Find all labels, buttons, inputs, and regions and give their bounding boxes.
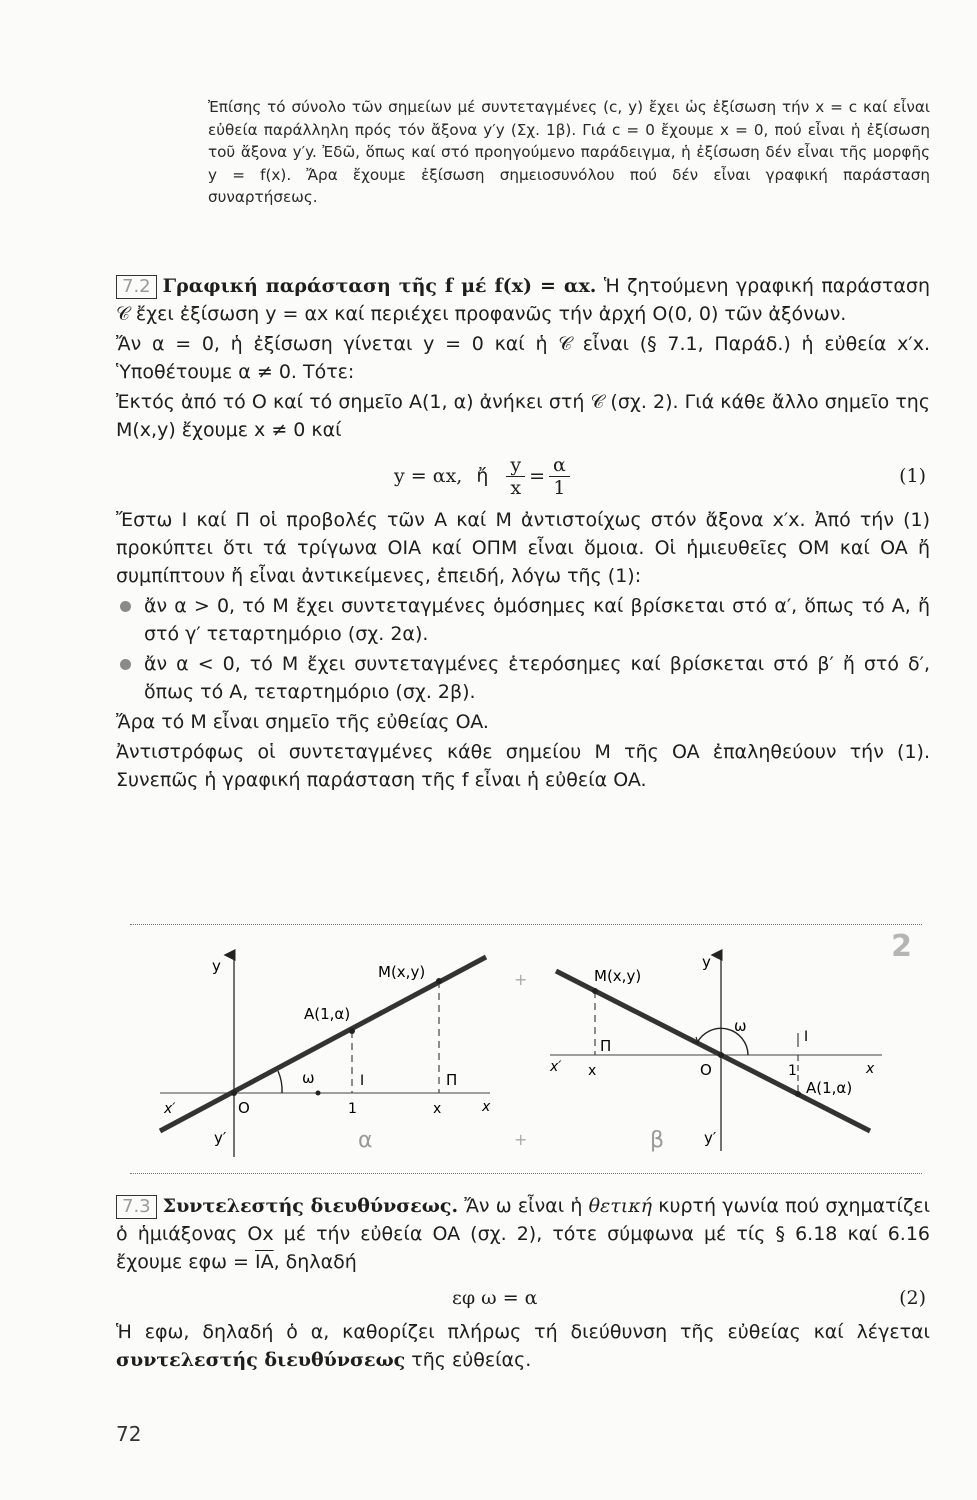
figure-number: 2 <box>891 929 912 964</box>
page-number: 72 <box>116 1422 142 1446</box>
left-point-a <box>349 1028 355 1034</box>
section-heading-2: Συντελεστής διευθύνσεως. <box>162 1195 459 1217</box>
section-text-1: Ἡ ζητούμενη γραφική παράσταση 𝒞 ἔχει ἐξίσωση y = αx καί περιέχει προφανῶς τήν ἀρχή O(0, 0) τῶν ἀξόνων. <box>116 275 931 325</box>
right-y-prime-label: y′ <box>704 1129 717 1147</box>
section-7-3 <box>116 1192 930 1376</box>
left-omega-label: ω <box>302 1069 315 1087</box>
right-caption: β <box>650 1128 665 1153</box>
eq1-num-1: y <box>506 454 525 477</box>
left-angle-arc <box>278 1071 282 1093</box>
left-origin-label: O <box>238 1099 250 1117</box>
separator-mark-bottom: + <box>514 1130 528 1149</box>
right-origin-label: O <box>700 1061 712 1079</box>
sec73-text-1c: κυρτή γωνία πού σχηματίζει ὁ ἡμιάξονας Ox μέ τήν εὐθεία OA (σχ. 2), τότε σύμφωνα μέ τίς § 6.18 καί 6.16 ἔχουμε εφω = <box>116 1195 930 1273</box>
right-one-label: 1 <box>788 1063 797 1079</box>
equation-2 <box>116 1278 930 1318</box>
left-x-prime-label: x′ <box>164 1101 176 1117</box>
right-a-label: A(1,α) <box>806 1079 853 1097</box>
section-heading: Γραφική παράσταση τῆς f μέ f(x) = αx. <box>162 275 597 297</box>
figure-2a <box>160 955 491 1157</box>
section-number-box: 7.2 <box>116 275 157 299</box>
section-text-2: Ἄν α = 0, ἡ ἐξίσωση γίνεται y = 0 καί ἡ 𝒞 εἶναι (§ 7.1, Παράδ.) ἡ εὐθεία x′x. Ὑποθέτουμε α ≠ 0. Τότε: <box>116 333 930 383</box>
figure-2-diagram <box>130 925 922 1173</box>
left-y-label: y <box>212 957 221 975</box>
section-text-5: Ἄρα τό M εἶναι σημεῖο τῆς εὐθείας OA. <box>116 711 489 733</box>
right-p-label: Π <box>600 1037 612 1055</box>
left-origin-point <box>231 1090 237 1096</box>
eq1-num-2: α <box>549 454 570 477</box>
left-point-omega <box>316 1091 321 1096</box>
bullet-item-2: ἄν α < 0, τό M ἔχει συντεταγμένες ἑτερόσημες καί βρίσκεται στό β′ ἤ στό δ′, ὅπως τό A, τεταρτημόριο (σχ. 2β). <box>116 650 930 706</box>
right-m-label: M(x,y) <box>594 967 642 985</box>
left-x-coord-label: x <box>433 1101 442 1117</box>
right-x-label: x <box>866 1061 875 1077</box>
section-text-6: Ἀντιστρόφως οἱ συντεταγμένες κάθε σημείου M τῆς OA ἐπαληθεύουν τήν (1). Συνεπῶς ἡ γραφική παράσταση τῆς f εἶναι ἡ εὐθεία OA. <box>116 741 930 791</box>
section-text-3: Ἐκτός ἀπό τό O καί τό σημεῖο A(1, α) ἀνήκει στή 𝒞 (σχ. 2). Γιά κάθε ἄλλο σημεῖο της M(x,y) ἔχουμε x ≠ 0 καί <box>116 391 930 441</box>
eq1-equals: = <box>529 465 546 487</box>
left-x-label: x <box>482 1099 491 1115</box>
section-7-3-paragraph <box>116 1192 930 1276</box>
section-text-4: Ἔστω I καί Π οἱ προβολές τῶν A καί M ἀντιστοίχως στόν ἄξονα x′x. Ἀπό τήν (1) προκύπτει ὅτι τά τρίγωνα OIA καί OΠM εἶναι ὅμοια. Οἱ ἡμιευθεῖες OM καί OA ἤ συμπίπτουν ἤ εἶναι ἀντικείμενες, ἐπειδή, λόγω τῆς (1): <box>116 509 930 587</box>
eq2-text: εφ ω = α <box>452 1287 538 1309</box>
right-x-coord-label: x <box>588 1063 597 1079</box>
left-a-label: A(1,α) <box>304 1005 351 1023</box>
sec73-text-1a: Ἄν ω εἶναι ἡ <box>464 1195 583 1217</box>
intro-paragraph <box>208 96 930 209</box>
right-origin-point <box>718 1052 724 1058</box>
left-p-label: Π <box>446 1071 458 1089</box>
separator-mark-top: + <box>514 970 528 989</box>
right-i-label: I <box>804 1029 809 1045</box>
right-point-a <box>795 1091 801 1097</box>
left-one-label: 1 <box>348 1101 357 1117</box>
eq1-left: y = αx, <box>394 465 463 487</box>
eq1-den-2: 1 <box>553 476 566 499</box>
sec73-text-1e: , δηλαδή <box>273 1251 357 1273</box>
right-y-label: y <box>702 953 711 971</box>
left-i-label: I <box>360 1073 365 1089</box>
equation-1 <box>116 446 930 506</box>
left-point-m <box>436 978 442 984</box>
section-7-2-paragraph <box>116 272 930 328</box>
intro-text: Ἐπίσης τό σύνολο τῶν σημείων μέ συντεταγμένες (c, y) ἔχει ὡς ἐξίσωση τήν x = c καί εἶναι εὐθεία παράλληλη πρός τόν ἄξονα y′y (Σχ. 1β). Γιά c = 0 ἔχουμε x = 0, πού εἶναι ἡ ἐξίσωση τοῦ ἄξονα y′y. Ἐδῶ, ὅπως καί στό προηγούμενο παράδειγμα, ἡ ἐξίσωση δέν εἶναι τῆς μορφῆς y = f(x). Ἄρα ἔχουμε ἐξίσωση σημειοσυνόλου πού δέν εἶναι γραφική παράσταση συναρτήσεως. <box>208 98 930 207</box>
right-omega-label: ω <box>734 1017 747 1035</box>
eq2-number: (2) <box>899 1287 926 1309</box>
left-y-prime-label: y′ <box>214 1129 227 1147</box>
right-x-prime-label: x′ <box>550 1059 562 1075</box>
right-point-m <box>592 988 598 994</box>
eq1-fraction-1 <box>506 454 525 499</box>
sec73-text-2c: τῆς εὐθείας. <box>411 1349 532 1371</box>
sec73-paragraph-2 <box>116 1318 930 1374</box>
eq1-fraction-2 <box>549 454 570 499</box>
section-7-2 <box>116 272 930 796</box>
eq1-den-1: x <box>510 476 522 499</box>
sec73-ia-overline: $\overline{IA}$ <box>254 1251 274 1273</box>
left-caption: α <box>358 1128 373 1153</box>
sec73-positive-word: θετική <box>588 1195 653 1217</box>
eq1-or: ἤ <box>476 465 489 487</box>
sec73-text-2a: Ἡ εφω, δηλαδή ὁ α, καθορίζει πλήρως τή διεύθυνση τῆς εὐθείας καί λέγεται <box>116 1321 930 1343</box>
figure-2b <box>549 953 882 1153</box>
eq1-number: (1) <box>899 465 926 487</box>
section-number-box-2: 7.3 <box>116 1195 157 1219</box>
figure-2 <box>130 924 922 1174</box>
sec73-term: συντελεστής διευθύνσεως <box>116 1349 406 1371</box>
left-m-label: M(x,y) <box>378 963 426 981</box>
bullet-item-1: ἄν α > 0, τό M ἔχει συντεταγμένες ὁμόσημες καί βρίσκεται στό α′, ὅπως τό A, ἤ στό γ′ τεταρτημόριο (σχ. 2α). <box>116 592 930 648</box>
